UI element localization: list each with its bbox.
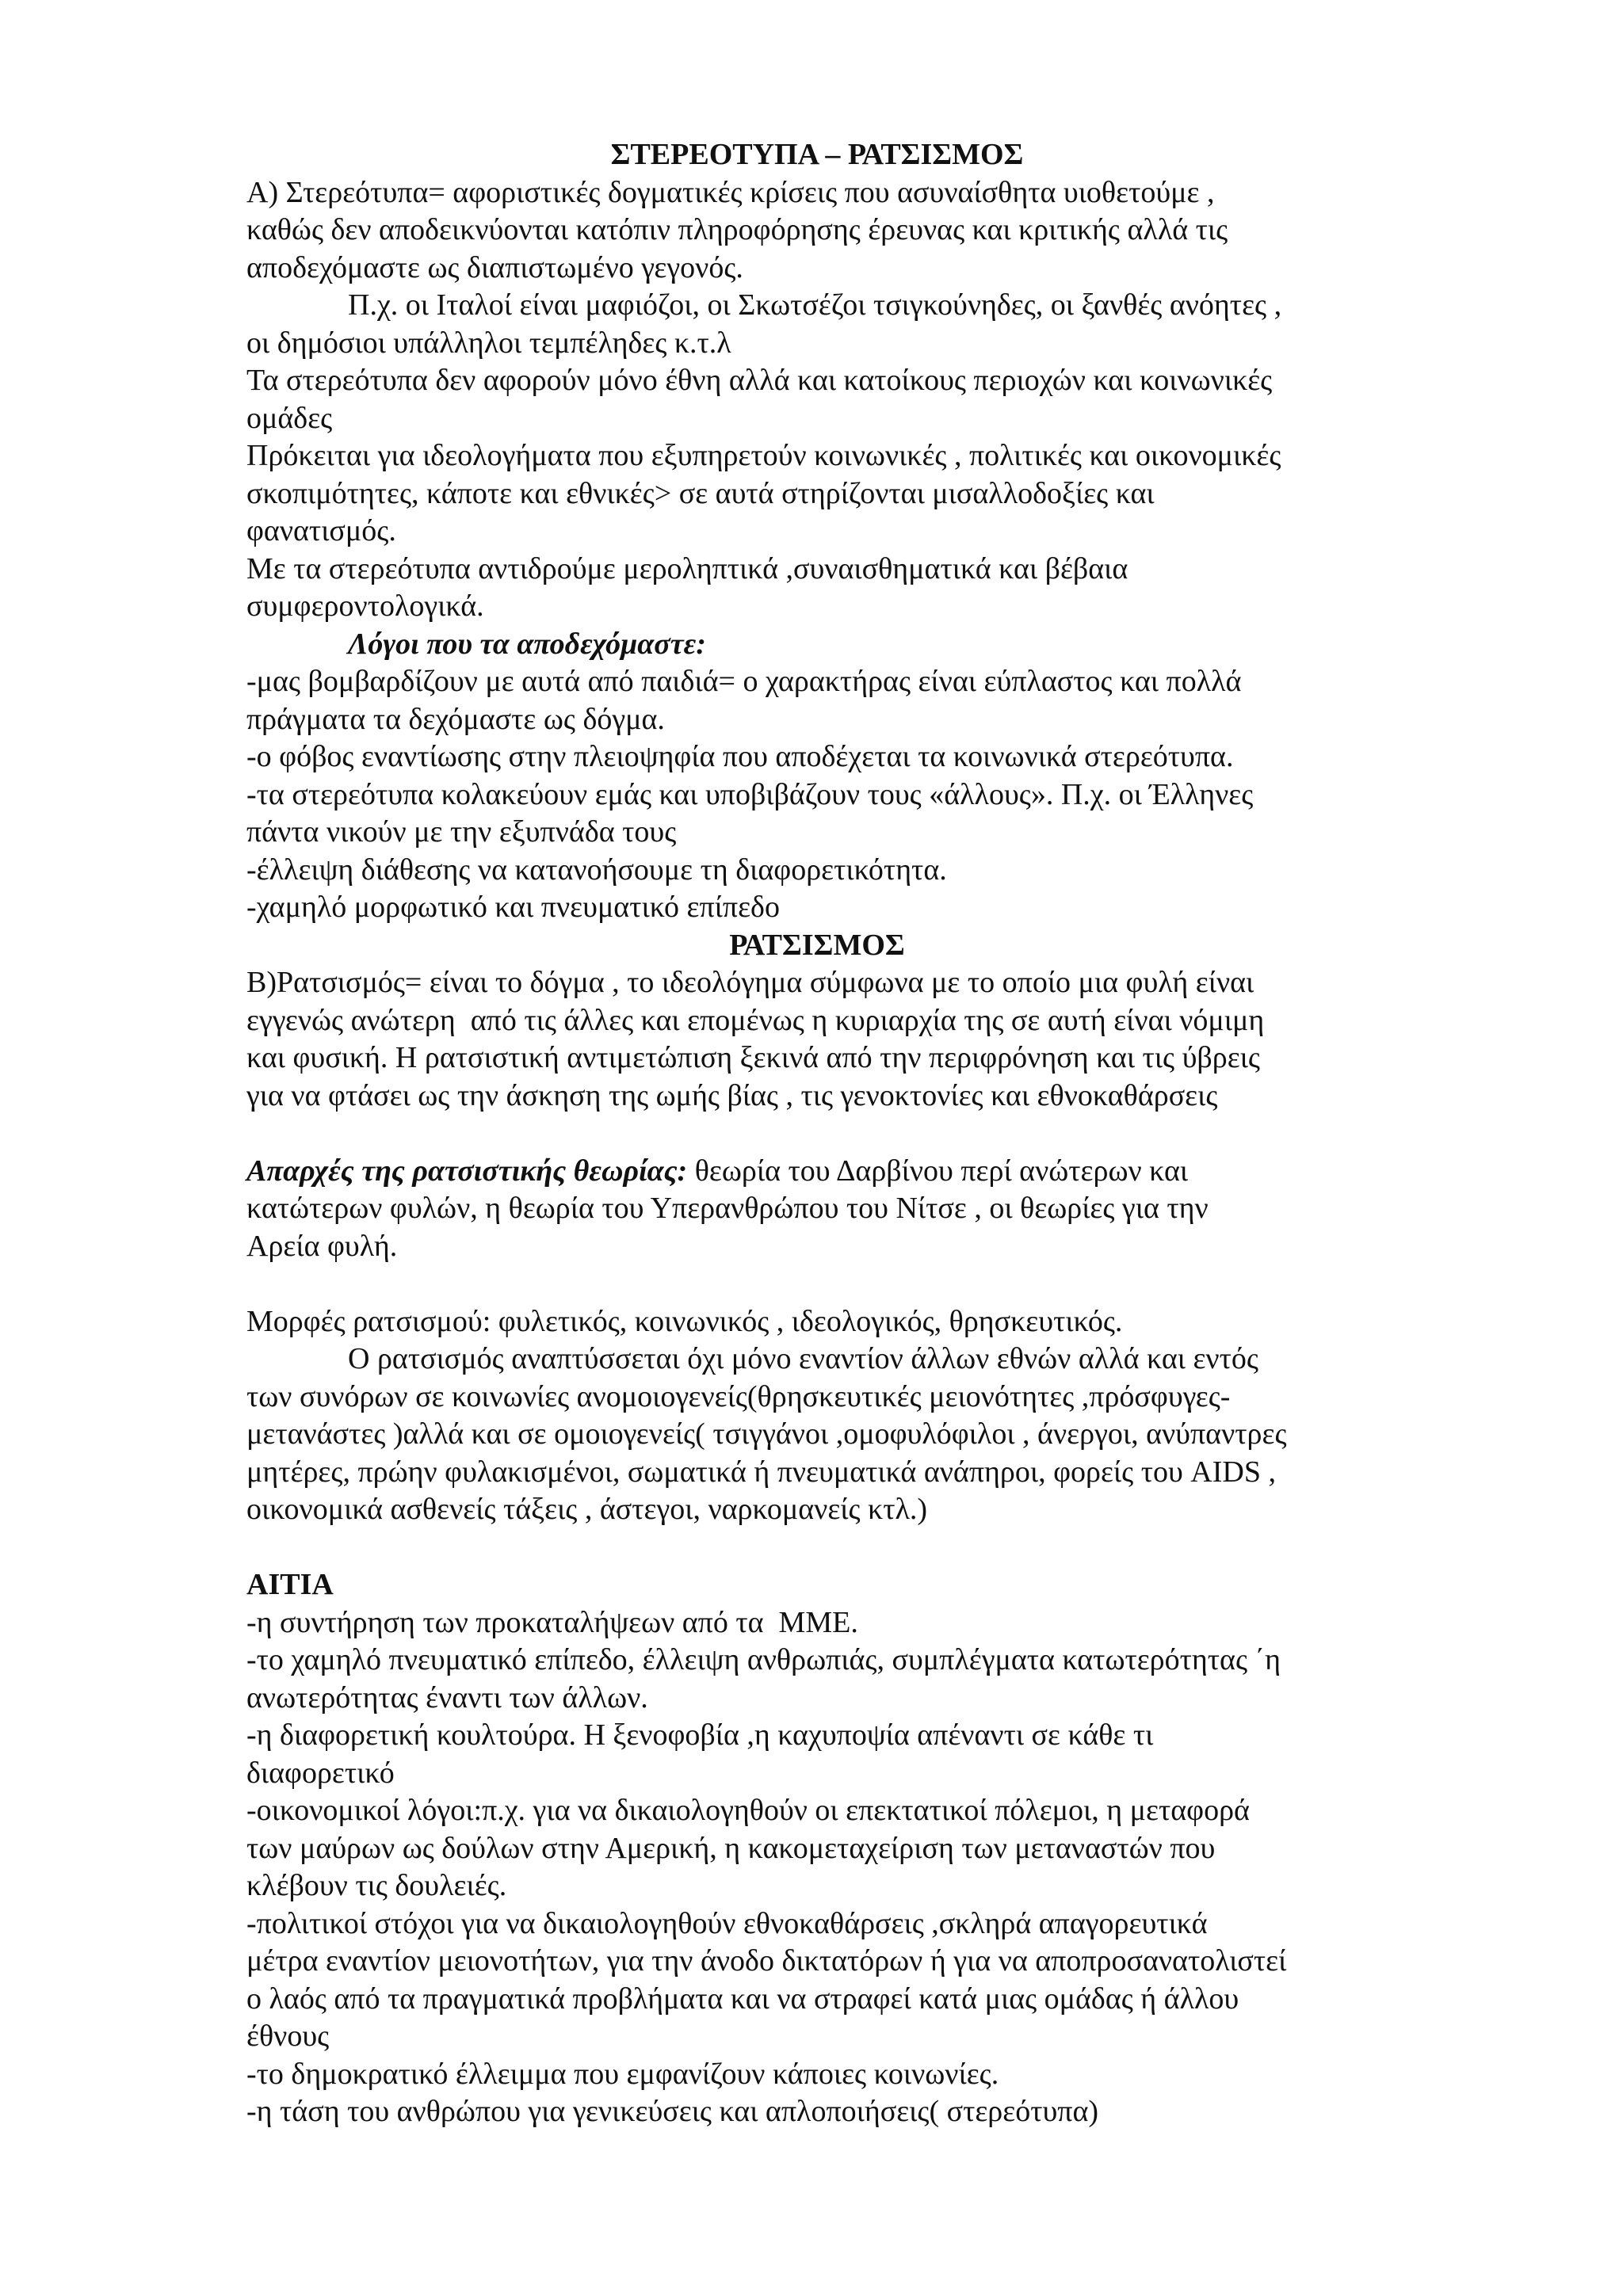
text-line: μητέρες, πρώην φυλακισμένοι, σωματικά ή πνευματικά ανάπηροι, φορείς του AIDS , xyxy=(246,1455,1276,1489)
development xyxy=(246,1341,1388,1529)
text-line: αποδεχόμαστε ως διαπιστωμένο γεγονός. xyxy=(246,250,743,284)
text-line: Α) Στερεότυπα= αφοριστικές δογματικές κρίσεις που ασυναίσθητα υιοθετούμε , xyxy=(246,175,1215,209)
list-item: -η τάση του ανθρώπου για γενικεύσεις και απλοποιήσεις( στερεότυπα) xyxy=(246,2095,1099,2128)
text-line: για να φτάσει ως την άσκηση της ωμής βίας , τις γενοκτονίες και εθνοκαθάρσεις xyxy=(246,1078,1218,1112)
page-title: ΣΤΕΡΕΟΤΥΠΑ – ΡΑΤΣΙΣΜΟΣ xyxy=(610,138,1024,171)
text-line: φανατισμός. xyxy=(246,514,396,547)
list-item: κλέβουν τις δουλειές. xyxy=(246,1869,507,1902)
text-line: μετανάστες )αλλά και σε ομοιογενείς( τσιγγάνοι ,ομοφυλόφιλοι , άνεργοι, ανύπαντρες xyxy=(246,1417,1287,1451)
text-line: Π.χ. οι Ιταλοί είναι μαφιόζοι, οι Σκωτσέζοι τσιγκούνηδες, οι ξανθές ανόητες , xyxy=(348,288,1282,322)
text-line: σκοπιμότητες, κάποτε και εθνικές> σε αυτά στηρίζονται μισαλλοδοξίες και xyxy=(246,476,1155,510)
text-line: Με τα στερεότυπα αντιδρούμε μεροληπτικά ,συναισθηματικά και βέβαια xyxy=(246,551,1128,585)
text-line: συμφεροντολογικά. xyxy=(246,589,484,623)
text-line: οικονομικά ασθενείς τάξεις , άστεγοι, ναρκομανείς κτλ.) xyxy=(246,1493,928,1526)
racism-heading: ΡΑΤΣΙΣΜΟΣ xyxy=(729,928,905,962)
section-b xyxy=(246,964,1388,1115)
list-item: -ο φόβος εναντίωσης στην πλειοψηφία που αποδέχεται τα κοινωνικά στερεότυπα. xyxy=(246,740,1234,773)
list-item: -οικονομικοί λόγοι:π.χ. για να δικαιολογηθούν οι επεκτατικοί πόλεμοι, η μεταφορά xyxy=(246,1794,1250,1827)
list-item: μέτρα εναντίον μειονοτήτων, για την άνοδο δικτατόρων ή για να αποπροσανατολιστεί xyxy=(246,1944,1287,1978)
list-item: -πολιτικοί στόχοι για να δικαιολογηθούν εθνοκαθάρσεις ,σκληρά απαγορευτικά xyxy=(246,1906,1208,1940)
list-item: -έλλειψη διάθεσης να κατανοήσουμε τη διαφορετικότητα. xyxy=(246,852,947,887)
document-body xyxy=(246,136,1388,2131)
list-item: -η διαφορετική κουλτούρα. Η ξενοφοβία ,η καχυποψία απέναντι σε κάθε τι xyxy=(246,1718,1154,1752)
text-line: Αρεία φυλή. xyxy=(246,1229,398,1263)
text-line: Πρόκειται για ιδεολογήματα που εξυπηρετούν κοινωνικές , πολιτικές και οικονομικές xyxy=(246,439,1281,472)
list-item: -το χαμηλό πνευματικό επίπεδο, έλλειψη ανθρωπιάς, συμπλέγματα κατωτερότητας ΄η xyxy=(246,1643,1281,1676)
reasons-heading: Λόγοι που τα αποδεχόμαστε: xyxy=(348,627,706,661)
section-a xyxy=(246,174,1388,288)
reasons-list xyxy=(246,663,1388,927)
list-item: διαφορετικό xyxy=(246,1756,395,1790)
text-line: κατώτερων φυλών, η θεωρία του Υπερανθρώπου του Νίτσε , οι θεωρίες για την xyxy=(246,1192,1209,1225)
list-item: ανωτερότητας έναντι των άλλων. xyxy=(246,1680,648,1714)
causes-list xyxy=(246,1604,1388,2131)
origins-text: θεωρία του Δαρβίνου περί ανώτερων και xyxy=(687,1154,1189,1188)
text-line: οι δημόσιοι υπάλληλοι τεμπέληδες κ.τ.λ xyxy=(246,326,731,360)
list-item: έθνους xyxy=(246,2019,330,2053)
text-line: ομάδες xyxy=(246,401,333,435)
list-item: -το δημοκρατικό έλλειμμα που εμφανίζουν κάποιες κοινωνίες. xyxy=(246,2057,999,2091)
text-line: Β)Ρατσισμός= είναι το δόγμα , το ιδεολόγημα σύμφωνα με το οποίο μια φυλή είναι xyxy=(246,966,1254,999)
list-item: πάντα νικούν με την εξυπνάδα τους xyxy=(246,815,677,849)
text-line: και φυσική. Η ρατσιστική αντιμετώπιση ξεκινά από την περιφρόνηση και τις ύβρεις xyxy=(246,1041,1260,1074)
list-item: -χαμηλό μορφωτικό και πνευματικό επίπεδο xyxy=(246,891,780,924)
origins xyxy=(246,1153,1388,1266)
examples xyxy=(246,287,1388,362)
text-line xyxy=(246,1153,1388,1191)
list-item: -η συντήρηση των προκαταλήψεων από τα ΜΜΕ. xyxy=(246,1605,858,1639)
origins-label: Απαρχές της ρατσιστικής θεωρίας: xyxy=(246,1154,688,1188)
text-line: καθώς δεν αποδεικνύονται κατόπιν πληροφόρησης έρευνας και κριτικής αλλά τις xyxy=(246,213,1228,246)
list-item: -μας βομβαρδίζουν με αυτά από παιδιά= ο χαρακτήρας είναι εύπλαστος και πολλά xyxy=(246,665,1242,698)
text-line: εγγενώς ανώτερη από τις άλλες και επομένως η κυριαρχία της σε αυτή είναι νόμιμη xyxy=(246,1003,1265,1037)
causes-heading: ΑΙΤΙΑ xyxy=(246,1568,334,1601)
spacer xyxy=(246,1529,1388,1567)
forms-line: Μορφές ρατσισμού: φυλετικός, κοινωνικός , ιδεολογικός, θρησκευτικός. xyxy=(246,1304,1123,1338)
list-item: -τα στερεότυπα κολακεύουν εμάς και υποβιβάζουν τους «άλλους». Π.χ. οι Έλληνες xyxy=(246,777,1254,811)
paragraph-group xyxy=(246,362,1388,626)
text-line: των συνόρων σε κοινωνίες ανομοιογενείς(θρησκευτικές μειονότητες ,πρόσφυγες- xyxy=(246,1379,1231,1413)
text-line: Ο ρατσισμός αναπτύσσεται όχι μόνο εναντίον άλλων εθνών αλλά και εντός xyxy=(348,1342,1258,1375)
list-item: των μαύρων ως δούλων στην Αμερική, η κακομεταχείριση των μεταναστών που xyxy=(246,1831,1216,1865)
list-item: ο λαός από τα πραγματικά προβλήματα και να στραφεί κατά μιας ομάδας ή άλλου xyxy=(246,1981,1239,2016)
text-line: Τα στερεότυπα δεν αφορούν μόνο έθνη αλλά και κατοίκους περιοχών και κοινωνικές xyxy=(246,364,1273,397)
spacer xyxy=(246,1265,1388,1303)
spacer xyxy=(246,1115,1388,1153)
list-item: πράγματα τα δεχόμαστε ως δόγμα. xyxy=(246,702,665,736)
